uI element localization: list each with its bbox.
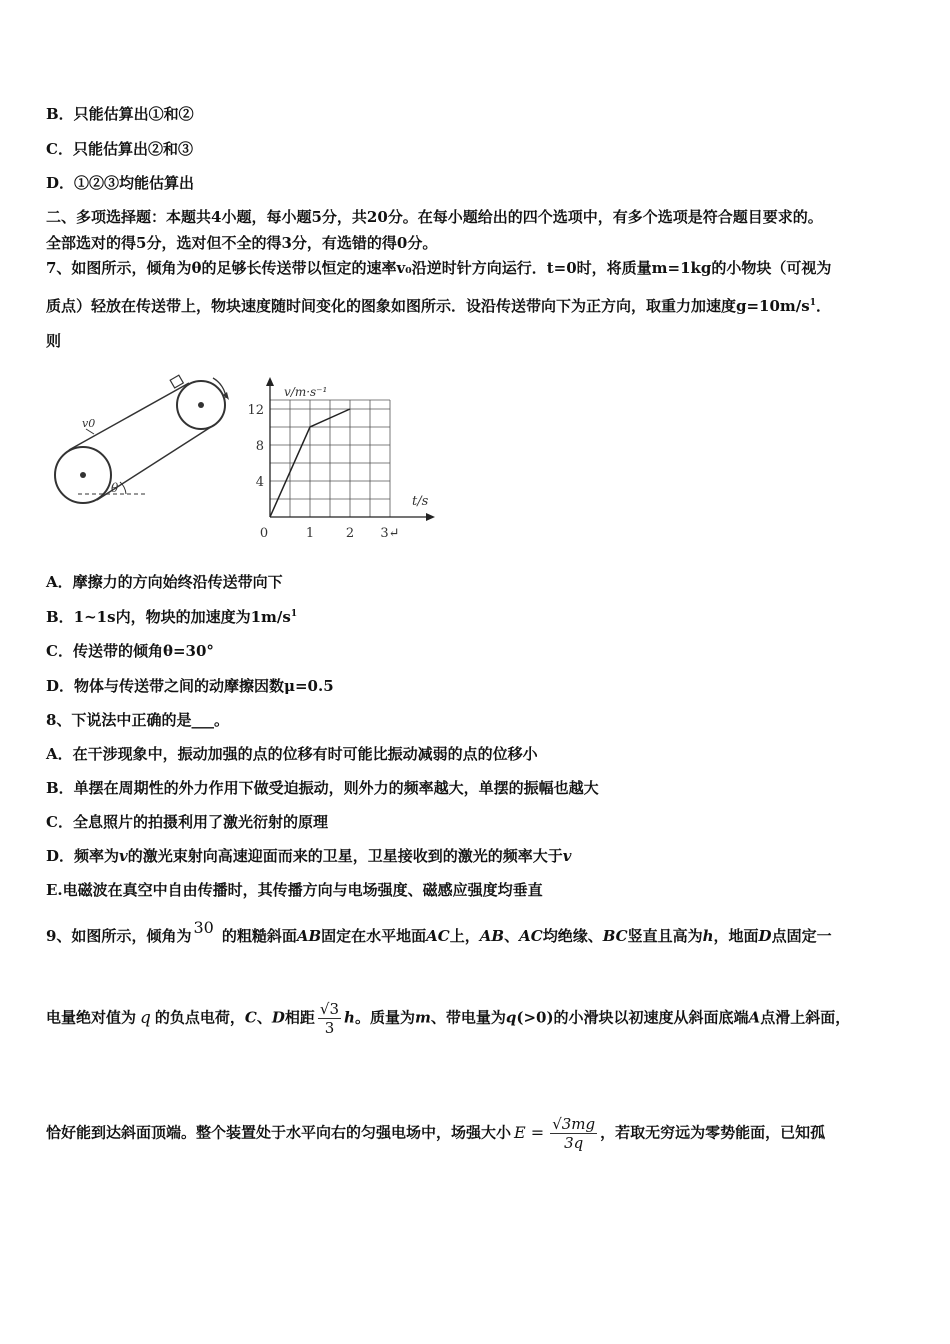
- q7-option-b: [46, 606, 297, 627]
- q9-l2-h: 点滑上斜面，: [760, 1008, 851, 1027]
- q9-BC: BC: [602, 927, 628, 945]
- q8-option-a: A．在干涉现象中，振动加强的点的位移有时可能比振动减弱的点的位移小: [46, 745, 538, 763]
- q9-line1: [46, 918, 832, 946]
- x-tick-label: 2: [345, 526, 355, 541]
- y-axis-arrow: [266, 377, 274, 386]
- option-b: B．只能估算出①和②: [46, 105, 194, 123]
- q7-option-c: C．传送带的倾角θ=30°: [46, 642, 214, 660]
- q9-q2: q: [505, 1008, 517, 1027]
- x-axis-label: t/s: [412, 494, 429, 509]
- q9-m: m: [414, 1008, 431, 1027]
- q7-stem-line2-sup: 1: [809, 298, 816, 308]
- option-d: D．①②③均能估算出: [46, 174, 195, 192]
- q9-l1-e: 、: [504, 927, 520, 945]
- q7-option-d: D．物体与传送带之间的动摩擦因数μ=0.5: [46, 677, 334, 695]
- q9-line3: [46, 1115, 825, 1152]
- q8-d-text2: 的激光束射向高速迎面而来的卫星，卫星接收到的激光的频率大于: [127, 847, 563, 865]
- q9-q: q: [140, 1007, 151, 1028]
- q9-C: C: [244, 1008, 257, 1027]
- q9-fraction-sqrt3-over-3: [318, 1000, 341, 1037]
- x-tick-label: 3↵: [380, 526, 400, 541]
- q9-l2-e: 。质量为: [354, 1008, 415, 1027]
- q9-l1-j: 点固定一: [771, 927, 832, 945]
- q7-stem-line2: [46, 295, 831, 316]
- q9-h2: h: [344, 1008, 355, 1027]
- q8-d-v1: v: [119, 847, 128, 865]
- q9-AC2: AC: [519, 927, 543, 945]
- theta-label: θ: [111, 481, 119, 495]
- q9-AB: AB: [296, 927, 322, 945]
- q9-E: E =: [514, 1122, 545, 1142]
- q8-option-b: B．单摆在周期性的外力作用下做受迫振动，则外力的频率越大，单摆的振幅也越大: [46, 779, 599, 797]
- q9-AB2: AB: [479, 927, 505, 945]
- q8-d-text1: D．频率为: [46, 847, 120, 865]
- q9-fraction-E: [550, 1115, 597, 1152]
- belt-v0-label: v0: [82, 417, 96, 430]
- q9-frac-den: 3: [324, 1019, 335, 1037]
- y-tick-label: 4: [255, 475, 264, 490]
- q8-d-v2: v: [562, 847, 572, 865]
- q9-l1-g: 竖直且高为: [627, 927, 703, 945]
- section-heading-line1: 二、多项选择题：本题共4小题，每小题5分，共20分。在每小题给出的四个选项中，有多个选项是符合题目要求的。: [46, 208, 823, 226]
- q9-line2: [46, 1000, 850, 1037]
- q9-l2-d: 相距: [284, 1008, 315, 1027]
- y-axis-label: v/m·s⁻¹: [284, 385, 328, 399]
- q9-l2-b: 的负点电荷，: [154, 1008, 245, 1027]
- q8-option-c: C．全息照片的拍摄利用了激光衍射的原理: [46, 813, 328, 831]
- option-c: C．只能估算出②和③: [46, 140, 193, 158]
- q9-l1-a: 9、如图所示，倾角为: [46, 927, 192, 945]
- q9-frac-num: √3: [319, 1000, 340, 1018]
- q7-stem-line3: 则: [46, 332, 62, 350]
- q8-option-e: E.电磁波在真空中自由传播时，其传播方向与电场强度、磁感应强度均垂直: [46, 881, 543, 899]
- section-heading-line2: 全部选对的得5分，选对但不全的得3分，有选错的得0分。: [46, 234, 438, 252]
- q7-stem-line2-end: ．: [816, 297, 832, 315]
- x-tick-label: 1: [305, 526, 315, 541]
- x-axis-arrow: [426, 513, 435, 521]
- y-tick-label: 12: [247, 403, 264, 418]
- q7-option-b-sup: 1: [290, 609, 298, 619]
- q9-l2-f: 、带电量为: [430, 1008, 506, 1027]
- q9-l1-i: ，地面: [713, 927, 759, 945]
- block: [170, 375, 183, 388]
- q9-l3-a: 恰好能到达斜面顶端。整个装置处于水平向右的匀强电场中，场强大小: [46, 1123, 512, 1142]
- q9-A: A: [748, 1008, 761, 1027]
- q9-D2: D: [271, 1008, 285, 1027]
- q9-l1-c: 固定在水平地面: [321, 927, 427, 945]
- q9-l1-f: 均绝缘、: [542, 927, 603, 945]
- q9-E-num: √3mg: [552, 1115, 596, 1133]
- vt-graph: [240, 372, 440, 547]
- q9-E-den: 3q: [564, 1134, 584, 1152]
- q9-l2-c: 、: [256, 1008, 272, 1027]
- q7-option-a: A．摩擦力的方向始终沿传送带向下: [46, 573, 283, 591]
- q9-l1-d: 上，: [449, 927, 480, 945]
- q7-option-b-text: B．1~1s内，物块的加速度为1m/s: [46, 608, 291, 626]
- q9-l3-b: ，若取无穷远为零势能面，已知孤: [600, 1123, 826, 1142]
- q9-D: D: [758, 927, 772, 945]
- q9-h: h: [702, 927, 714, 945]
- q8-stem: 8、下说法中正确的是___。: [46, 711, 229, 729]
- q9-l2-a: 电量绝对值为: [46, 1008, 137, 1027]
- conveyor-belt-figure: [48, 372, 243, 507]
- q7-stem-line1: 7、如图所示，倾角为θ的足够长传送带以恒定的速率v₀沿逆时针方向运行．t=0时，将质量m=1kg的小物块（可视为: [46, 259, 832, 277]
- y-tick-label: 8: [255, 439, 264, 454]
- q9-angle: 30: [193, 918, 214, 937]
- q9-AC: AC: [426, 927, 450, 945]
- q9-l1-b: 的粗糙斜面: [221, 927, 297, 945]
- q9-l2-g: (>0)的小滑块以初速度从斜面底端: [516, 1008, 749, 1027]
- x-tick-label: 0: [259, 526, 269, 541]
- q8-option-d: [46, 845, 571, 866]
- q7-stem-line2-text: 质点）轻放在传送带上，物块速度随时间变化的图象如图所示．设沿传送带向下为正方向，取重力加速度g=10m/s: [46, 297, 810, 315]
